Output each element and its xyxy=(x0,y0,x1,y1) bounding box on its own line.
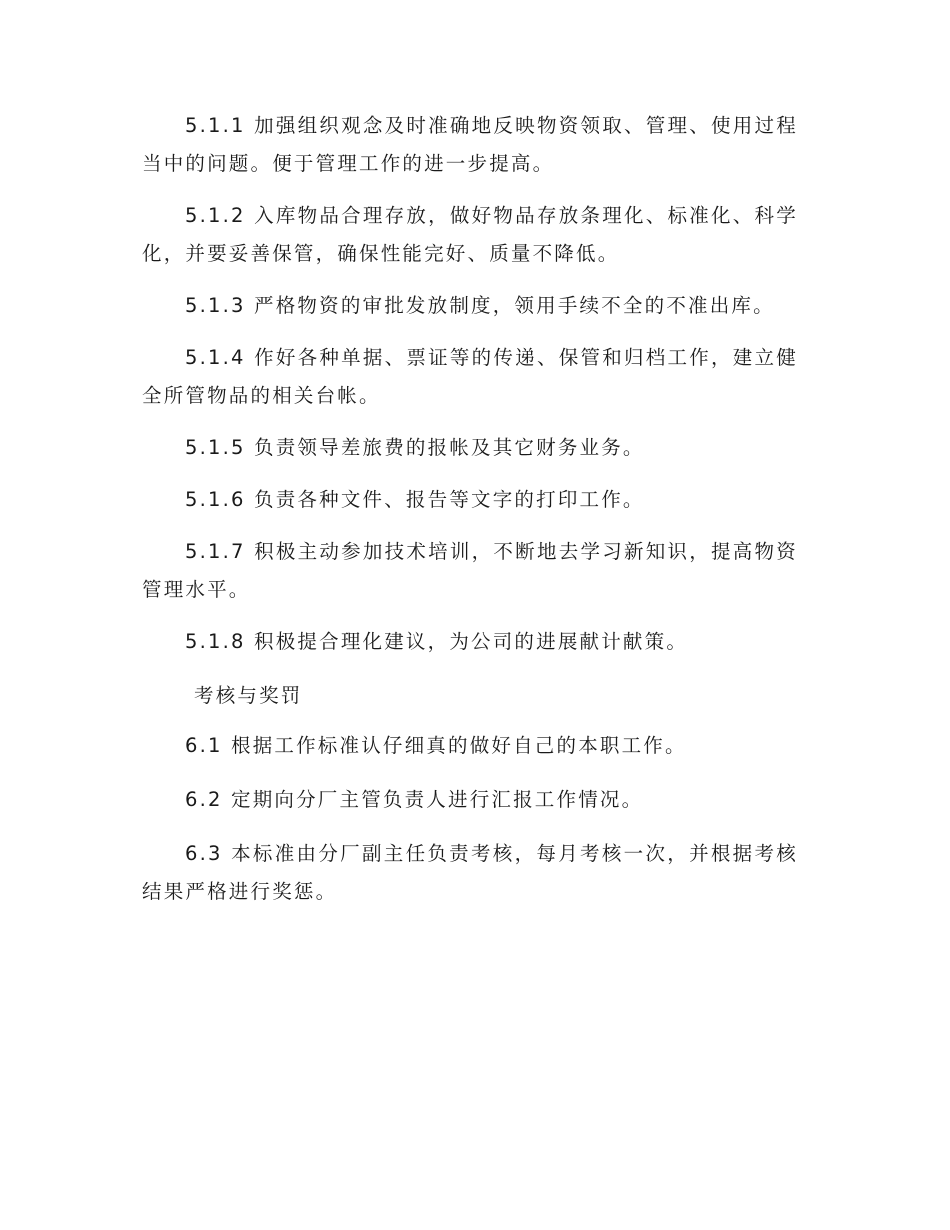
paragraph-6-1: 6.1 根据工作标准认仔细真的做好自己的本职工作。 xyxy=(185,734,687,757)
paragraph-5-1-1: 5.1.1 加强组织观念及时准确地反映物资领取、管理、使用过程当中的问题。便于管理工作的进一步提高。 xyxy=(142,114,798,175)
paragraph-5-1-7: 5.1.7 积极主动参加技术培训，不断地去学习新知识，提高物资管理水平。 xyxy=(142,540,798,601)
paragraph-6-3: 6.3 本标准由分厂副主任负责考核，每月考核一次，并根据考核结果严格进行奖惩。 xyxy=(142,842,798,903)
paragraph-5-1-5: 5.1.5 负责领导差旅费的报帐及其它财务业务。 xyxy=(185,436,645,459)
paragraph-5-1-6: 5.1.6 负责各种文件、报告等文字的打印工作。 xyxy=(185,488,645,511)
section-heading: 考核与奖罚 xyxy=(194,684,303,707)
paragraph-5-1-2: 5.1.2 入库物品合理存放，做好物品存放条理化、标准化、科学化，并要妥善保管，确保性能完好、质量不降低。 xyxy=(142,204,798,265)
paragraph-6-2: 6.2 定期向分厂主管负责人进行汇报工作情况。 xyxy=(185,788,644,811)
paragraph-5-1-4: 5.1.4 作好各种单据、票证等的传递、保管和归档工作，建立健全所管物品的相关台帐。 xyxy=(142,346,798,407)
paragraph-5-1-8: 5.1.8 积极提合理化建议，为公司的进展献计献策。 xyxy=(185,630,689,653)
paragraph-5-1-3: 5.1.3 严格物资的审批发放制度，领用手续不全的不准出库。 xyxy=(185,294,775,317)
